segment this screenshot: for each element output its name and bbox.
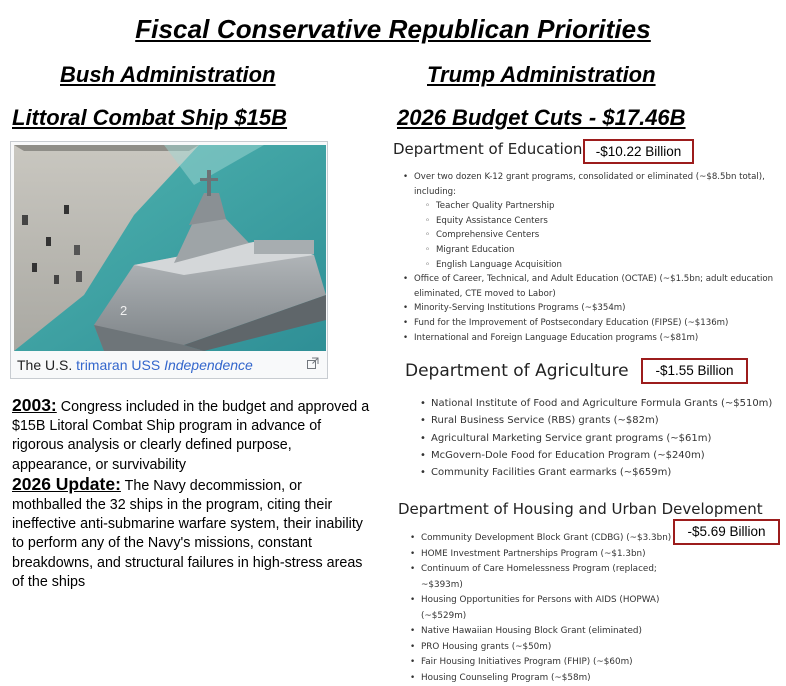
ship-photo-card bbox=[10, 141, 328, 379]
budget-cuts-subheading: 2026 Budget Cuts - $17.46B bbox=[397, 105, 686, 131]
list-item: • Native Hawaiian Housing Block Grant (eliminated) bbox=[421, 624, 681, 640]
list-item: • Housing Opportunities for Persons with AIDS (HOPWA) (~$529m) bbox=[421, 593, 681, 624]
hull-number: 2 bbox=[120, 303, 127, 318]
trump-heading: Trump Administration bbox=[427, 62, 656, 88]
list-item: • PRO Housing grants (~$50m) bbox=[421, 640, 681, 656]
agriculture-title: Department of Agriculture bbox=[405, 361, 629, 381]
list-item: • Housing Counseling Program (~$58m) bbox=[421, 671, 681, 686]
list-item: ◦ Comprehensive Centers bbox=[436, 228, 774, 243]
list-item: • International and Foreign Language Education programs (~$81m) bbox=[414, 331, 774, 346]
photo-caption bbox=[17, 357, 253, 373]
education-amount-box: -$10.22 Billion bbox=[583, 139, 694, 164]
hud-amount-box: -$5.69 Billion bbox=[673, 519, 780, 545]
agriculture-amount-box: -$1.55 Billion bbox=[641, 358, 748, 384]
note-2003 bbox=[12, 396, 374, 475]
page-title: Fiscal Conservative Republican Priorities bbox=[0, 14, 786, 45]
note-2026-label: 2026 Update: bbox=[12, 474, 121, 494]
list-item: • Community Facilities Grant earmarks (~$659m) bbox=[431, 464, 781, 481]
education-list bbox=[414, 170, 774, 345]
list-item: • Continuum of Care Homelessness Program (replaced; ~$393m) bbox=[421, 562, 681, 593]
list-item: • Community Development Block Grant (CDBG) (~$3.3bn) bbox=[421, 531, 681, 547]
list-item: • Fair Housing Initiatives Program (FHIP) (~$60m) bbox=[421, 655, 681, 671]
list-item: • Minority-Serving Institutions Programs (~$354m) bbox=[414, 301, 774, 316]
list-item: • Office of Career, Technical, and Adult Education (OCTAE) (~$1.5bn; adult education eliminated, CTE moved to Labor) bbox=[414, 272, 774, 301]
ship-photo[interactable] bbox=[14, 145, 326, 351]
lcs-subheading: Littoral Combat Ship $15B bbox=[12, 105, 287, 131]
list-item: • McGovern-Dole Food for Education Program (~$240m) bbox=[431, 447, 781, 464]
list-item: • HOME Investment Partnerships Program (~$1.3bn) bbox=[421, 547, 681, 563]
trimaran-link[interactable]: trimaran USS bbox=[76, 357, 164, 373]
list-item: • Rural Business Service (RBS) grants (~$82m) bbox=[431, 412, 781, 429]
hud-list bbox=[421, 531, 681, 686]
list-item: ◦ English Language Acquisition bbox=[436, 258, 774, 273]
note-2026-text: The Navy decommission, or mothballed the 32 ships in the program, citing their ineffective anti-submarine warfare system, their inability to perform any of the Navy's missions, constant breakdowns, and structural failures in high-stress areas of the ships bbox=[12, 478, 363, 590]
education-title: Department of Education bbox=[393, 140, 582, 158]
list-item: • Over two dozen K-12 grant programs, consolidated or eliminated (~$8.5bn total), including: ◦ Teacher Quality Partnership ◦ Equity Assistance Centers ◦ Comprehensive Centers ◦ Migrant Education ◦ English Language Acquisition bbox=[414, 170, 774, 272]
hud-title: Department of Housing and Urban Development bbox=[398, 500, 763, 518]
note-2003-label: 2003: bbox=[12, 395, 57, 415]
note-2026 bbox=[12, 475, 374, 592]
agriculture-list bbox=[431, 395, 781, 481]
caption-prefix: The U.S. bbox=[17, 357, 76, 373]
bush-heading: Bush Administration bbox=[60, 62, 276, 88]
note-2003-text: Congress included in the budget and approved a $15B Litoral Combat Ship program in advance of rigorous analysis or clearly defined purpose, appearance, or survivability bbox=[12, 399, 369, 473]
list-item: ◦ Equity Assistance Centers bbox=[436, 214, 774, 229]
independence-link[interactable]: Independence bbox=[164, 357, 253, 373]
list-item: ◦ Teacher Quality Partnership bbox=[436, 199, 774, 214]
lcs-notes bbox=[12, 396, 374, 592]
list-item: • Fund for the Improvement of Postsecondary Education (FIPSE) (~$136m) bbox=[414, 316, 774, 331]
expand-icon[interactable] bbox=[307, 356, 319, 368]
list-item: ◦ Migrant Education bbox=[436, 243, 774, 258]
list-item: • Agricultural Marketing Service grant programs (~$61m) bbox=[431, 430, 781, 447]
list-item: • National Institute of Food and Agriculture Formula Grants (~$510m) bbox=[431, 395, 781, 412]
education-sublist bbox=[436, 199, 774, 272]
